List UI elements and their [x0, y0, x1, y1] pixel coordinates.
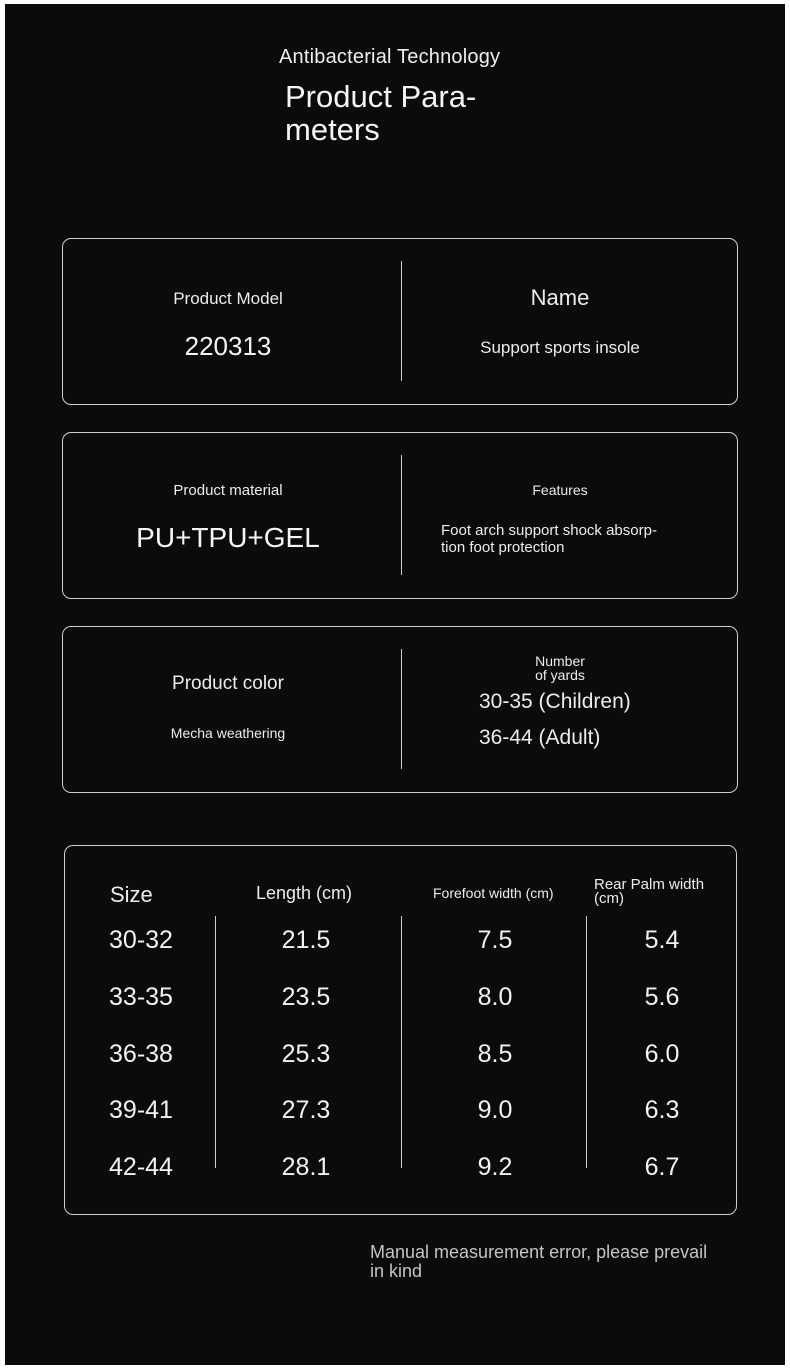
measurement-note-line2: in kind: [370, 1261, 423, 1281]
size-cell: 36-38: [109, 1040, 173, 1068]
product-material-label: Product material: [173, 482, 283, 499]
name-value: Support sports insole: [480, 338, 640, 357]
card-divider: [401, 455, 402, 575]
forefoot-cell: 9.0: [477, 1096, 513, 1124]
product-model-label: Product Model: [173, 289, 283, 308]
product-color-value: Mecha weathering: [170, 725, 286, 741]
product-color-card: [62, 626, 738, 793]
length-cell: 27.3: [281, 1096, 331, 1124]
rear-cell: 6.3: [644, 1096, 680, 1124]
header-rear-palm-width-line1: Rear Palm width: [594, 876, 705, 893]
size-cell: 30-32: [109, 926, 173, 954]
forefoot-cell: 8.0: [477, 983, 513, 1011]
page-title: Product Para- meters: [285, 79, 477, 147]
size-cell: 39-41: [109, 1096, 173, 1124]
product-model-card: [62, 238, 738, 405]
name-label: Name: [530, 285, 590, 310]
column-divider: [586, 916, 587, 1168]
measurement-note-line1: Manual measurement error, please prevail: [370, 1242, 708, 1262]
product-material-card: [62, 432, 738, 599]
size-cell: 33-35: [109, 983, 173, 1011]
length-cell: 23.5: [281, 983, 331, 1011]
features-value-line2: tion foot protection: [441, 539, 565, 556]
rear-cell: 6.7: [644, 1153, 680, 1181]
yards-children: 30-35 (Children): [479, 690, 631, 713]
features-label: Features: [532, 482, 588, 498]
rear-cell: 6.0: [644, 1040, 680, 1068]
column-divider: [215, 916, 216, 1168]
forefoot-cell: 8.5: [477, 1040, 513, 1068]
product-material-value: PU+TPU+GEL: [136, 522, 320, 553]
rear-cell: 5.4: [644, 926, 680, 954]
measurement-note: [370, 1243, 750, 1281]
yards-adult: 36-44 (Adult): [479, 726, 601, 749]
length-cell: 25.3: [281, 1040, 331, 1068]
length-cell: 28.1: [281, 1153, 331, 1181]
product-color-label: Product color: [172, 673, 284, 694]
number-of-yards-label-line2: of yards: [535, 667, 585, 683]
column-divider: [401, 916, 402, 1168]
length-cell: 21.5: [281, 926, 331, 954]
header-forefoot-width: Forefoot width (cm): [433, 885, 554, 901]
number-of-yards-label-line1: Number: [535, 653, 585, 669]
product-model-value: 220313: [184, 331, 272, 361]
product-parameters-page: [5, 4, 785, 1365]
rear-cell: 5.6: [644, 983, 680, 1011]
page-subtitle: Antibacterial Technology: [279, 46, 501, 68]
header-rear-palm-width-line2: (cm): [594, 890, 624, 907]
header-size: Size: [110, 882, 153, 907]
size-table: [64, 845, 737, 1215]
forefoot-cell: 9.2: [477, 1153, 513, 1181]
forefoot-cell: 7.5: [477, 926, 513, 954]
card-divider: [401, 261, 402, 381]
features-value-line1: Foot arch support shock absorp-: [441, 522, 657, 539]
card-divider: [401, 649, 402, 769]
header-length: Length (cm): [256, 883, 353, 903]
size-cell: 42-44: [109, 1153, 173, 1181]
